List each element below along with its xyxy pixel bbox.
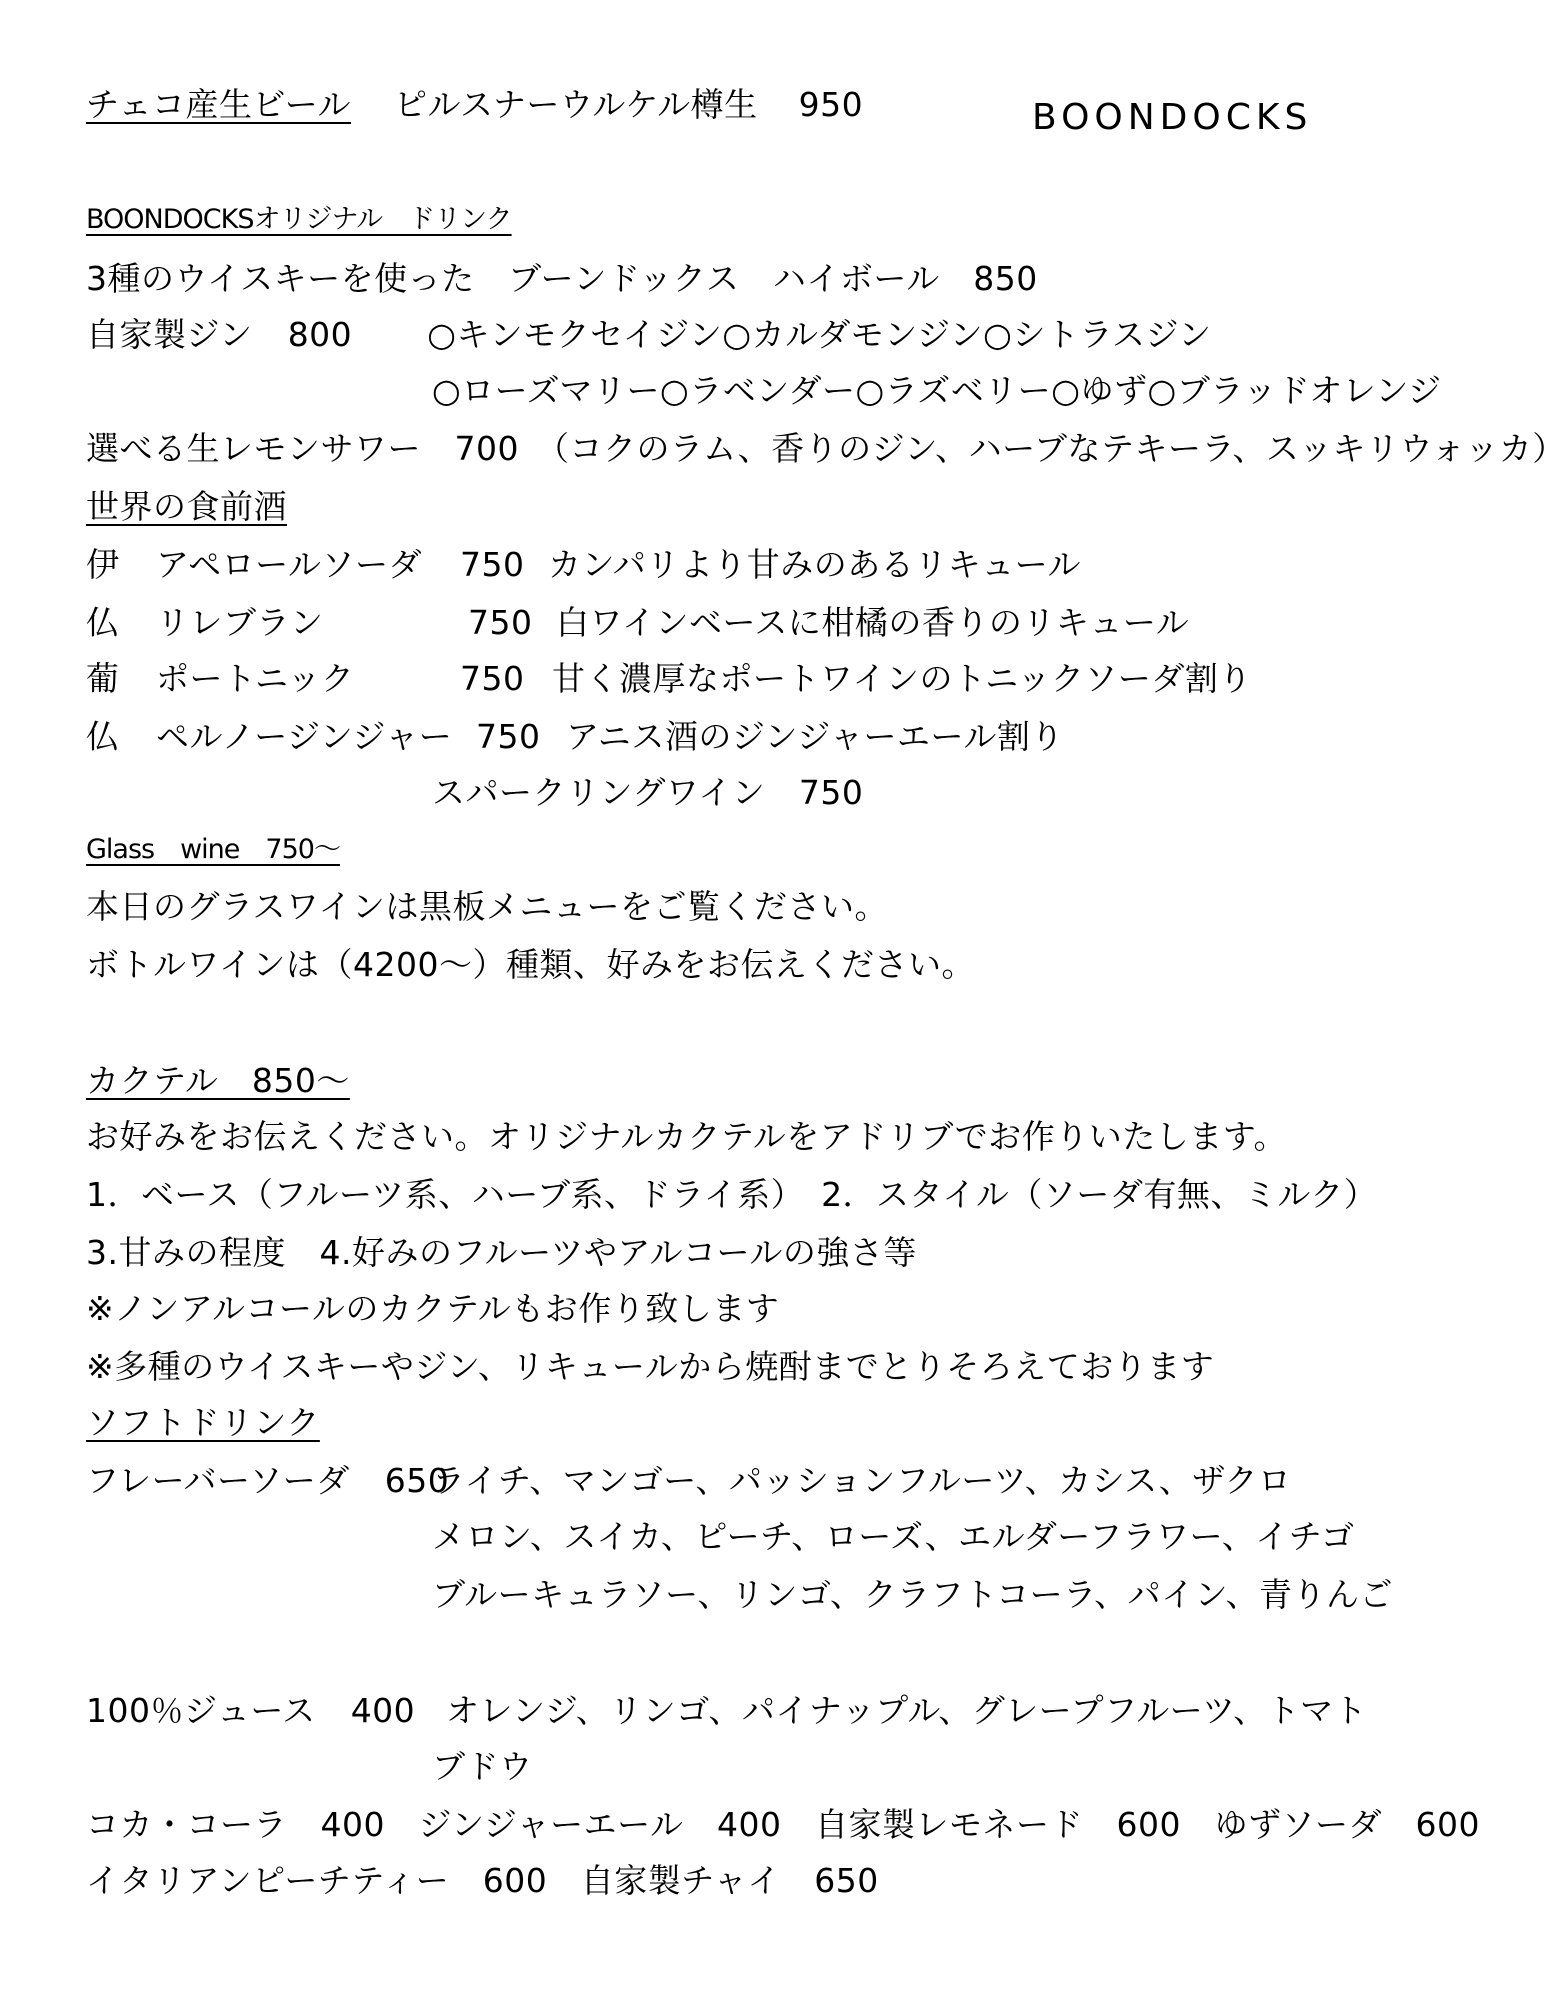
juice-flavors-1: オレンジ、リンゴ、パイナップル、グレープフルーツ、トマト <box>446 1691 1368 1730</box>
gin-flavors-1: ○キンモクセイジン○カルダモンジン○シトラスジン <box>427 315 1212 354</box>
soft-drink-row-2: イタリアンピーチティー 600 自家製チャイ 650 <box>86 1861 879 1900</box>
gin-price: 800 <box>287 315 353 354</box>
aperitif-price: 750 <box>476 717 541 756</box>
original-drinks-heading: BOONDOCKSオリジナル ドリンク <box>86 204 512 235</box>
juice-name: 100％ジュース <box>86 1691 316 1730</box>
flavor-soda-flavors-3: ブルーキュラソー、リンゴ、クラフトコーラ、パイン、青りんご <box>432 1575 1393 1614</box>
bottle-wine-note: ボトルワインは（4200〜）種類、好みをお伝えください。 <box>86 945 975 984</box>
aperitif-name: ペルノージンジャー <box>156 717 453 756</box>
aperitif-origin: 仏 <box>86 603 120 642</box>
flavor-soda-price: 650 <box>384 1461 450 1500</box>
glass-wine-heading: Glass wine 750〜 <box>86 834 340 865</box>
beer-price: 950 <box>798 85 864 124</box>
cocktail-options-1: 1．ベース（フルーツ系、ハーブ系、ドライ系） 2．スタイル（ソーダ有無、ミルク） <box>86 1175 1378 1214</box>
gin-line <box>86 315 1212 354</box>
aperitif-origin: 伊 <box>86 545 120 584</box>
cocktail-note-1: ※ノンアルコールのカクテルもお作り致します <box>86 1289 780 1328</box>
aperitif-price: 750 <box>468 603 533 642</box>
soft-drink-row-1: コカ・コーラ 400 ジンジャーエール 400 自家製レモネード 600 ゆずソーダ 600 <box>86 1805 1480 1844</box>
beer-name: ピルスナーウルケル樽生 <box>394 85 758 124</box>
aperitif-description: アニス酒のジンジャーエール割り <box>566 717 1064 756</box>
soft-drink-heading: ソフトドリンク <box>86 1403 320 1442</box>
flavor-soda-flavors-2: メロン、スイカ、ピーチ、ローズ、エルダーフラワー、イチゴ <box>432 1517 1355 1556</box>
aperitif-name: ポートニック <box>156 659 355 698</box>
cocktail-heading: カクテル 850〜 <box>86 1061 350 1100</box>
highball-line: 3種のウイスキーを使った ブーンドックス ハイボール 850 <box>86 259 1038 298</box>
lemon-sour-line: 選べる生レモンサワー 700 （コクのラム、香りのジン、ハーブなテキーラ、スッキリウォッカ） <box>86 429 1566 468</box>
aperitif-description: カンパリより甘みのあるリキュール <box>548 545 1082 584</box>
aperitif-price: 750 <box>460 659 525 698</box>
aperitif-description: 白ワインベースに柑橘の香りのリキュール <box>556 603 1190 642</box>
cocktail-intro: お好みをお伝えください。オリジナルカクテルをアドリブでお作りいたします。 <box>86 1117 1288 1156</box>
sparkling-wine-line: スパークリングワイン 750 <box>432 773 864 812</box>
gin-name: 自家製ジン <box>86 315 253 354</box>
aperitif-description: 甘く濃厚なポートワインのトニックソーダ割り <box>552 659 1252 698</box>
flavor-soda-name: フレーバーソーダ <box>86 1461 350 1500</box>
juice-line <box>86 1691 416 1730</box>
czech-beer-line <box>86 85 864 124</box>
aperitif-origin: 葡 <box>86 659 120 698</box>
glass-wine-note: 本日のグラスワインは黒板メニューをご覧ください。 <box>86 887 889 926</box>
juice-flavors-2: ブドウ <box>432 1747 533 1786</box>
czech-beer-heading: チェコ産生ビール <box>86 85 352 124</box>
flavor-soda-line <box>86 1461 450 1500</box>
aperitif-name: アペロールソーダ <box>156 545 423 584</box>
aperitif-name: リレブラン <box>156 603 324 642</box>
flavor-soda-flavors-1: ライチ、マンゴー、パッションフルーツ、カシス、ザクロ <box>432 1461 1292 1500</box>
brand-logo: BOONDOCKS <box>1032 97 1313 138</box>
juice-price: 400 <box>350 1691 416 1730</box>
gin-flavors-2: ○ローズマリー○ラベンダー○ラズベリー○ゆず○ブラッドオレンジ <box>432 371 1442 410</box>
cocktail-options-2: 3.甘みの程度 4.好みのフルーツやアルコールの強さ等 <box>86 1233 917 1272</box>
aperitif-heading: 世界の食前酒 <box>86 487 287 526</box>
cocktail-note-2: ※多種のウイスキーやジン、リキュールから焼酎までとりそろえております <box>86 1347 1215 1386</box>
aperitif-price: 750 <box>460 545 525 584</box>
aperitif-origin: 仏 <box>86 717 120 756</box>
